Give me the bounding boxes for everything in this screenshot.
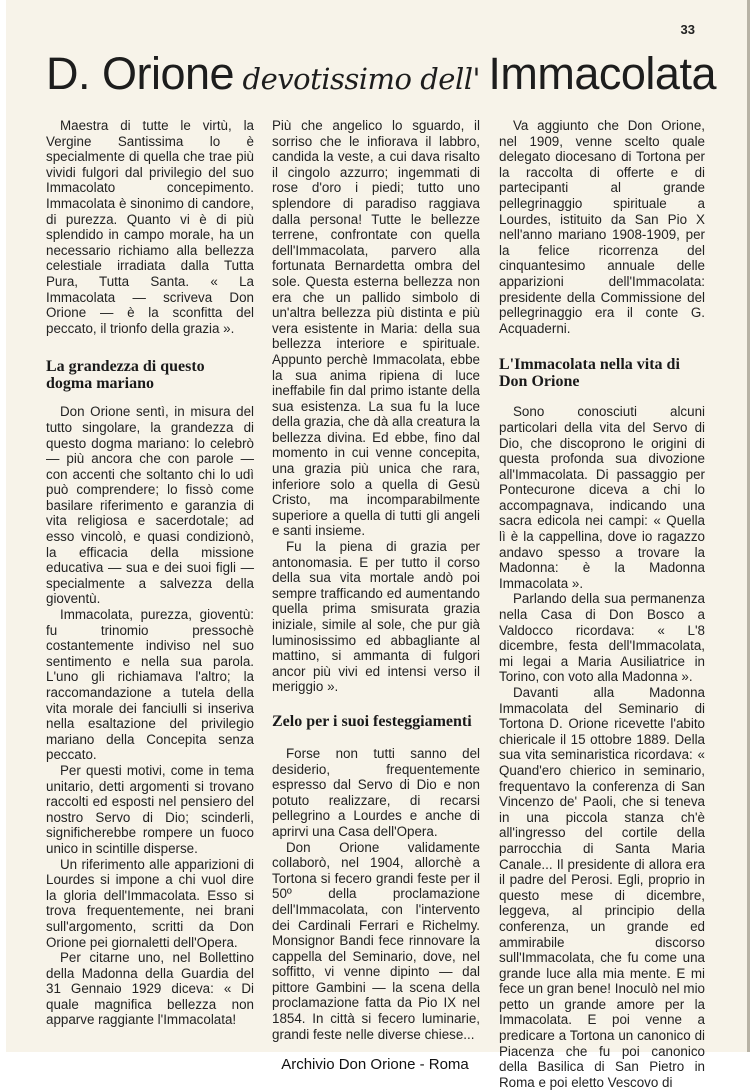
text-column-1 <box>46 118 254 1028</box>
paragraph: Fu la piena di grazia per antonomasia. E per tutto il corso della sua vita mortale andò poi sempre trafficando ed aumentando quella prima smisurata grazia iniziale, simile al sole, che pur già luminosissimo ed abbagliante al mattino, si ammanta di fulgori ancor più vivi ed intensi verso il meriggio ». <box>272 539 480 695</box>
section-heading: Zelo per i suoi festeggiamenti <box>272 712 472 730</box>
page-number: 33 <box>680 22 695 37</box>
paragraph: Va aggiunto che Don Orione, nel 1909, venne scelto quale delegato diocesano di Tortona per la raccolta di offerte e di partecipanti al grande pellegrinaggio spirituale a Lourdes, istituito da San Pio X nell'anno mariano 1908-1909, per la felice ricorrenza del cinquantesimo annuale delle apparizioni dell'Immacolata: presidente della Commissione del pellegrinaggio era il conte G. Acquaderni. <box>499 118 705 336</box>
paragraph: Parlando della sua permanenza nella Casa di Don Bosco a Valdocco ricordava: « L'8 dicembre, festa dell'Immacolata, mi legai a Maria Ausiliatrice in Torino, con voto alla Madonna ». <box>499 591 705 685</box>
paragraph: Per citarne uno, nel Bollettino della Madonna della Guardia del 31 Gennaio 1929 diceva: « Di quale magnifica bellezza non apparve raggiante l'Immacolata! <box>46 950 254 1028</box>
paragraph: Immacolata, purezza, gioventù: fu trinomio pressochè costantemente indiviso nel suo sentimento e nella sua parola. L'uno gli richiamava l'altro; la raccomandazione a tutela della vita morale dei fanciulli si inseriva nella esaltazione del privilegio mariano della Concepita senza peccato. <box>46 607 254 763</box>
section-heading: La grandezza di questo dogma mariano <box>46 358 205 393</box>
paragraph: Più che angelico lo sguardo, il sorriso che le infiorava il labbro, candida la veste, a cui dava risalto il cingolo azzurro; ingemmati di rose d'oro i piedi; tutto uno splendore di paradiso raggiava dalla persona! Tutte le bellezze terrene, confrontate con quella dell'Immacolata, parvero alla fortunata Bernardetta ombra del sole. Questa esterna bellezza non era che un pallido simbolo di un'altra bellezza più distinta e più vera esistente in Maria: della sua bellezza interiore e spirituale. Appunto perchè Immacolata, ebbe la sua anima ripiena di luce ineffabile fin dal primo istante della sua esistenza. La sua fu la luce della grazia, che dà alla creatura la bellezza divina. Ed ebbe, fino dal momento in cui venne concepita, una grazia più unica che rara, inferiore solo a quella di Gesù Cristo, ma incomparabilmente superiore a quella di tutti gli angeli e santi insieme. <box>272 118 480 539</box>
archive-footer: Archivio Don Orione - Roma <box>281 1056 469 1073</box>
paragraph: Forse non tutti sanno del desiderio, frequentemente espresso dal Servo di Dio e non potuto realizzare, di recarsi pellegrino a Lourdes e anche di aprirvi una Casa dell'Opera. <box>272 745 480 839</box>
paragraph: Davanti alla Madonna Immacolata del Seminario di Tortona D. Orione ricevette l'abito chiericale il 15 ottobre 1889. Della sua vita seminaristica ricordava: « Quand'ero chierico in seminario, frequentavo la conferenza di San Vincenzo de' Paoli, che si teneva in una piccola stanza ch'è all'ingresso del cortile della parrocchia di Santa Maria Canale... Il presidente di allora era il padre del Perosi. Egli, proprio in questo mese di dicembre, leggeva, al principio della conferenza, un grande ed ammirabile discorso sull'Immacolata, che fu come una grande luce alla mia mente. E mi fece un gran bene! Inoculò nel mio petto un grande amore per la Immacolata. E poi venne a predicare a Tortona un canonico di Piacenza che fu poi canonico della Basilica di San Pietro in Roma e poi eletto Vescovo di <box>499 685 705 1090</box>
paragraph: Sono conosciuti alcuni particolari della vita del Servo di Dio, che discoprono le origini di questa profonda sua divozione all'Immacolata. Di passaggio per Pontecurone diceva a chi lo accompagnava, indicando una sacra edicola nei campi: « Quella lì è la cappellina, dove io ragazzo andavo spesso a trovare la Madonna: è la Madonna Immacolata ». <box>499 404 705 591</box>
article-title <box>46 48 716 100</box>
text-column-3 <box>499 118 705 1090</box>
title-part-script: devotissimo dell' <box>242 62 480 96</box>
paragraph: Maestra di tutte le virtù, la Vergine Santissima lo è specialmente di quella che trae più vividi fulgori dal privilegio del suo Immacolato concepimento. Immacolata è sinonimo di candore, di purezza. Quanto vi è di più splendido in campo morale, ha un necessario richiamo alla bellezza celestiale irradiata dalla Tutta Pura, Tutta Santa. « La Immacolata — scriveva Don Orione — è la sconfitta del peccato, il trionfo della grazia ». <box>46 118 254 336</box>
title-part-immacolata: Immacolata <box>488 48 716 99</box>
paragraph: Per questi motivi, come in tema unitario, detti argomenti si trovano raccolti ed esposti nel pensiero del nostro Servo di Dio; scinderli, significherebbe rompere un fuoco unico in scintille disperse. <box>46 762 254 856</box>
paragraph: Don Orione sentì, in misura del tutto singolare, la grandezza di questo dogma mariano: lo celebrò — più ancora che con parole — con accenti che soltanto chi lo udì può comprendere; lo fissò come basilare riferimento e garanzia di vita religiosa e sacerdotale; ad esso vincolò, e quasi condizionò, la efficacia della missione educativa — sua e dei suoi figli — specialmente a salvezza della gioventù. <box>46 404 254 607</box>
title-part-name: D. Orione <box>46 48 235 99</box>
paragraph: Un riferimento alle apparizioni di Lourdes si impone a chi vuol dire la gloria dell'Immacolata. Esso si trova frequentemente, nei brani sull'argomento, scritti da Don Orione pei giornaletti dell'Opera. <box>46 856 254 950</box>
paragraph: Don Orione validamente collaborò, nel 1904, allorchè a Tortona si fecero grandi feste per il 50º della proclamazione dell'Immacolata, con l'intervento dei Cardinali Ferrari e Richelmy. Monsignor Bandi fece rinnovare la cappella del Seminario, dove, nel soffitto, vi venne dipinto — dal pittore Gambini — la scena della proclamazione fatta da Pio IX nel 1854. In città si fecero luminarie, grandi feste nelle diverse chiese... <box>272 839 480 1042</box>
text-column-2 <box>272 118 480 1042</box>
section-heading: L'Immacolata nella vita di Don Orione <box>499 356 680 391</box>
